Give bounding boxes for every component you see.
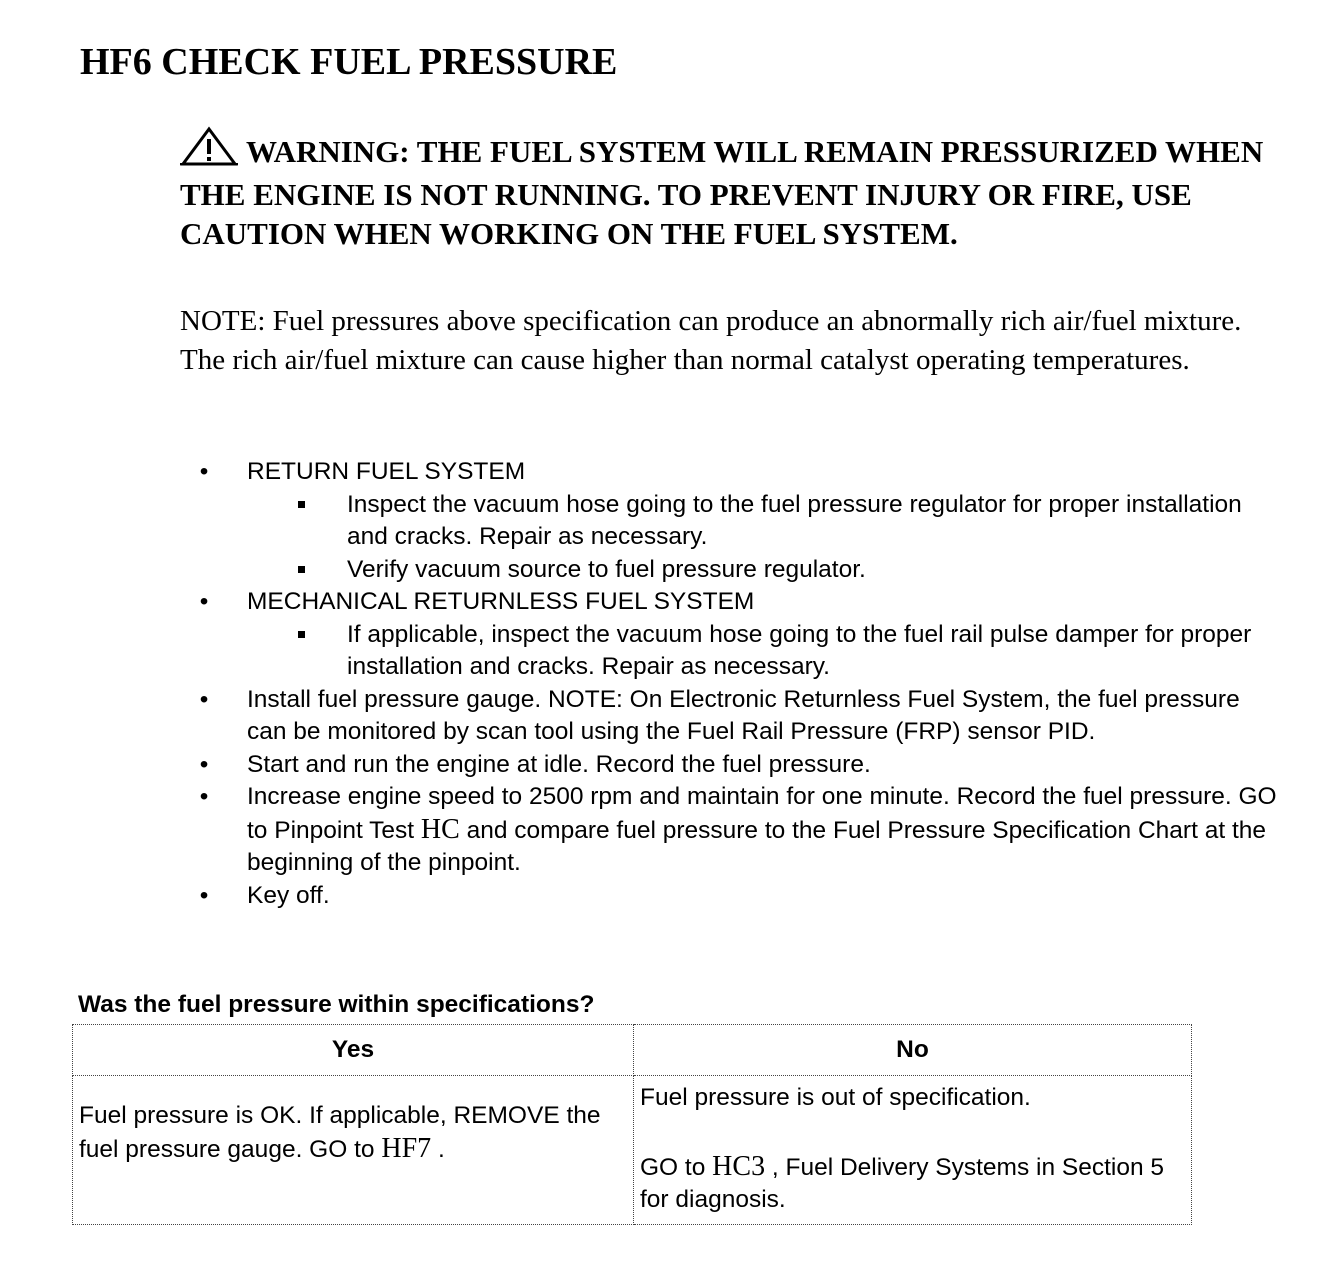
procedure-list xyxy=(0,456,1344,912)
hc3-link[interactable]: HC3 xyxy=(712,1150,766,1182)
step-text: Increase engine speed to 2500 rpm and maintain for one minute. Record the fuel pressure. GO to Pinpoint Test xyxy=(247,783,1277,844)
warning-block xyxy=(180,126,1290,253)
no-header: No xyxy=(634,1025,1192,1076)
sub-list-item xyxy=(0,489,1277,554)
list-item xyxy=(0,880,1277,913)
pinpoint-test-link[interactable]: HC xyxy=(420,813,460,845)
list-item xyxy=(0,781,1277,880)
sub-list-item xyxy=(0,619,1277,684)
step-text: Install fuel pressure gauge. NOTE: On Electronic Returnless Fuel System, the fuel pressure can be monitored by scan tool using the Fuel Rail Pressure (FRP) sensor PID. xyxy=(247,685,1240,745)
warning-triangle-icon xyxy=(180,126,238,175)
yes-text-after: . xyxy=(431,1135,445,1163)
yes-text: Fuel pressure is OK. If applicable, REMOVE the fuel pressure gauge. GO to xyxy=(79,1102,601,1163)
square-bullet-icon xyxy=(298,566,305,573)
step-text: Start and run the engine at idle. Record the fuel pressure. xyxy=(247,750,871,778)
step-text: and compare fuel pressure to the Fuel Pressure Specification Chart at the beginning of the pinpoint. xyxy=(247,816,1266,876)
list-item xyxy=(0,749,1277,782)
table-header-row xyxy=(73,1025,1192,1076)
sub-step-text: If applicable, inspect the vacuum hose going to the fuel rail pulse damper for proper installation and cracks. Repair as necessary. xyxy=(347,620,1252,680)
no-text-after: , Fuel Delivery Systems in Section 5 for diagnosis. xyxy=(640,1153,1165,1213)
no-text-before: GO to xyxy=(640,1153,713,1181)
no-text-line1: Fuel pressure is out of specification. xyxy=(640,1084,1031,1111)
bullet-icon: • xyxy=(199,750,209,778)
step-text: MECHANICAL RETURNLESS FUEL SYSTEM xyxy=(247,588,755,615)
note-paragraph: NOTE: Fuel pressures above specification can produce an abnormally rich air/fuel mixture. The rich air/fuel mixture can cause higher than normal catalyst operating temperatures. xyxy=(180,305,1242,376)
step-text: Key off. xyxy=(247,881,330,909)
hf7-link[interactable]: HF7 xyxy=(381,1132,432,1164)
bullet-icon: • xyxy=(199,685,209,713)
list-item xyxy=(0,684,1277,749)
yes-header: Yes xyxy=(73,1025,634,1076)
sub-step-text: Verify vacuum source to fuel pressure regulator. xyxy=(347,555,866,583)
page-title: HF6 CHECK FUEL PRESSURE xyxy=(80,41,618,83)
decision-question: Was the fuel pressure within specifications? xyxy=(78,991,595,1018)
bullet-icon: • xyxy=(199,588,209,615)
bullet-icon: • xyxy=(199,458,209,485)
list-item xyxy=(0,586,1277,619)
bullet-icon: • xyxy=(199,783,209,810)
decision-table xyxy=(72,1024,1192,1225)
no-cell xyxy=(634,1076,1192,1225)
warning-text: WARNING: THE FUEL SYSTEM WILL REMAIN PRESSURIZED WHEN THE ENGINE IS NOT RUNNING. TO PREVENT INJURY OR FIRE, USE CAUTION WHEN WORKING ON THE FUEL SYSTEM. xyxy=(180,134,1264,251)
square-bullet-icon xyxy=(298,501,305,508)
yes-cell xyxy=(73,1076,634,1225)
table-row xyxy=(73,1076,1192,1225)
step-text: RETURN FUEL SYSTEM xyxy=(247,458,526,485)
sub-list-item xyxy=(0,554,1277,587)
list-item xyxy=(0,456,1277,489)
bullet-icon: • xyxy=(199,881,209,909)
sub-step-text: Inspect the vacuum hose going to the fuel pressure regulator for proper installation and cracks. Repair as necessary. xyxy=(347,490,1242,550)
square-bullet-icon xyxy=(298,631,305,638)
